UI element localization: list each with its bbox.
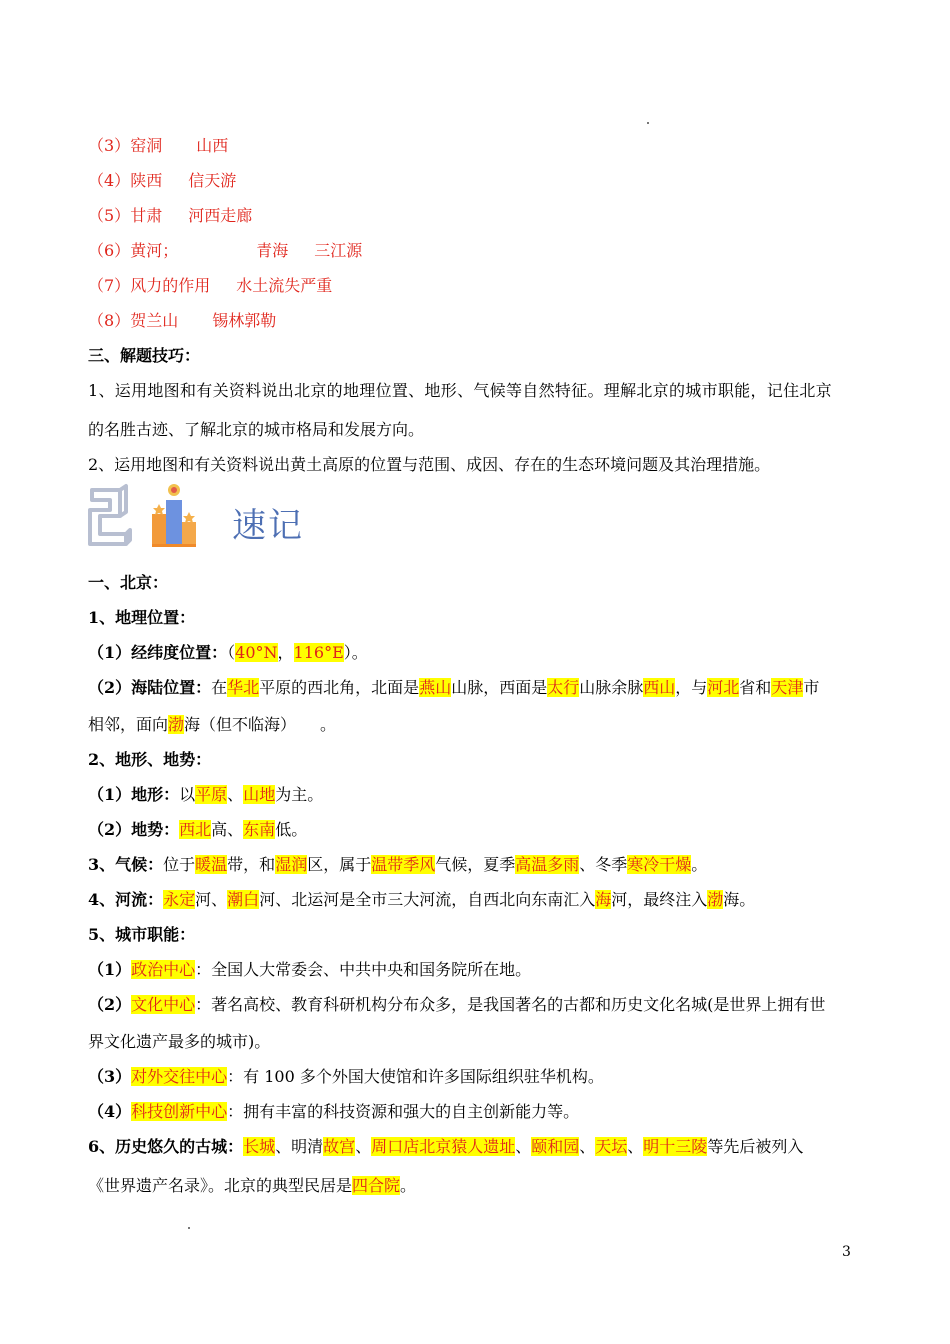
sea-land-line-2: 相邻，面向渤海（但不临海） 。 <box>88 715 337 734</box>
quick-notes-banner <box>86 482 326 552</box>
skills-paragraph-2: 2、运用地图和有关资料说出黄土高原的位置与范围、成因、存在的生态环境问题及其治理措施。 <box>88 455 771 474</box>
slope-line: （2）地势：西北高、东南低。 <box>88 820 308 839</box>
speck-bottom <box>188 1227 190 1229</box>
ancient-city-line-2: 《世界遗产名录》。北京的典型民居是四合院。 <box>88 1176 417 1195</box>
answer-7: （7）风力的作用 水土流失严重 <box>88 276 333 295</box>
answer-3: （3）窑洞 山西 <box>88 136 229 155</box>
function-4: （4）科技创新中心：拥有丰富的科技资源和强大的自主创新能力等。 <box>88 1102 580 1121</box>
podium-trophy-icon <box>152 484 196 547</box>
location-title: 1、地理位置： <box>88 608 196 627</box>
function-1: （1）政治中心：全国人大常委会、中共中央和国务院所在地。 <box>88 960 532 979</box>
terrain-line: （1）地形：以平原、山地为主。 <box>88 785 324 804</box>
latitude-value: 40°N <box>235 643 278 662</box>
longitude-value: 116°E <box>293 643 344 662</box>
skills-paragraph-1-line-1: 1、运用地图和有关资料说出北京的地理位置、地形、气候等自然特征。理解北京的城市职能，记住北京 <box>88 381 832 400</box>
answer-6: （6）黄河； 青海 三江源 <box>88 241 363 260</box>
rivers-line: 4、河流：永定河、潮白河、北运河是全市三大河流，自西北向东南汇入海河，最终注入渤海。 <box>88 890 756 909</box>
ancient-city-line-1: 6、历史悠久的古城：长城、明清故宫、周口店北京猿人遗址、颐和园、天坛、明十三陵等先后被列入 <box>88 1137 804 1156</box>
beijing-heading: 一、北京： <box>88 573 169 592</box>
climate-line: 3、气候：位于暖温带，和湿润区，属于温带季风气候，夏季高温多雨、冬季寒冷干燥。 <box>88 855 708 874</box>
answer-4: （4）陕西 信天游 <box>88 171 237 190</box>
lat-lon-line: （1）经纬度位置：（40°N，116°E）。 <box>88 643 368 662</box>
number-2-outline-icon <box>90 486 130 544</box>
speck-top <box>647 122 649 124</box>
skills-paragraph-1-line-2: 的名胜古迹、了解北京的城市格局和发展方向。 <box>88 420 425 439</box>
skills-heading: 三、解题技巧： <box>88 346 201 365</box>
function-2-line-2: 界文化遗产最多的城市)。 <box>88 1032 271 1051</box>
terrain-title: 2、地形、地势： <box>88 750 212 769</box>
page-number: 3 <box>842 1244 851 1260</box>
function-2-line-1: （2）文化中心：著名高校、教育科研机构分布众多，是我国著名的古都和历史文化名城(是世界上拥有世 <box>88 995 826 1014</box>
function-3: （3）对外交往中心：有 100 多个外国大使馆和许多国际组织驻华机构。 <box>88 1067 604 1086</box>
banner-title: 速记 <box>232 506 304 546</box>
answer-8: （8）贺兰山 锡林郭勒 <box>88 311 277 330</box>
sea-land-line-1: （2）海陆位置：在华北平原的西北角，北面是燕山山脉，西面是太行山脉余脉西山，与河北省和天津市 <box>88 678 820 697</box>
functions-title: 5、城市职能： <box>88 925 196 944</box>
answer-5: （5）甘肃 河西走廊 <box>88 206 253 225</box>
